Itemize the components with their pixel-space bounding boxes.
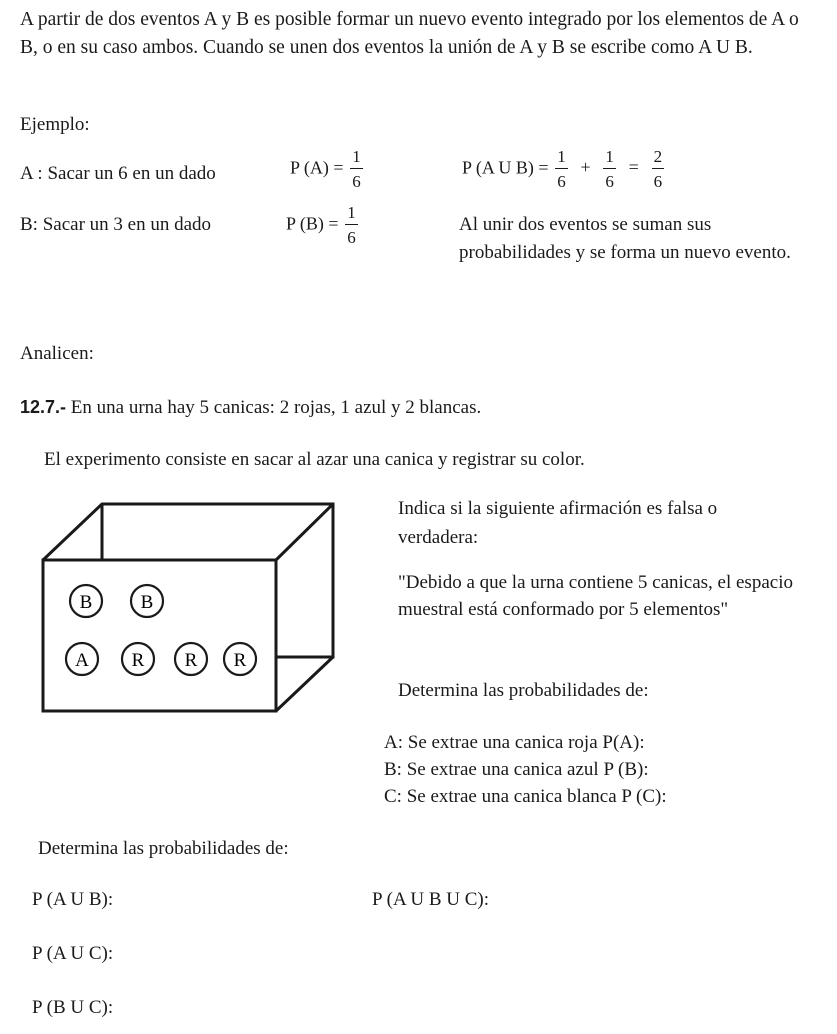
urn-top-right-edge bbox=[276, 504, 333, 560]
fraction-one-sixth: $\frac{1}{6}$ bbox=[352, 147, 361, 191]
sample-space-quote: "Debido a que la urna contiene 5 canicas, el espacio muestral está conformado por 5 elementos" bbox=[398, 572, 793, 620]
fraction-two-sixths: $\frac{2}{6}$ bbox=[653, 147, 663, 191]
event-blue-marble: B: Se extrae una canica azul P (B): bbox=[384, 759, 649, 780]
analyze-heading: Analicen: bbox=[20, 343, 94, 364]
svg-text:R: R bbox=[233, 650, 247, 671]
event-b-text: B: Sacar un 3 en un dado bbox=[20, 214, 212, 235]
union-explanation: Al unir dos eventos se suman sus probabilidades y se forma un nuevo evento. bbox=[459, 214, 791, 263]
pb-label: P (B) = bbox=[286, 213, 339, 234]
marble-b-2 bbox=[131, 585, 163, 617]
second-determine-heading: Determina las probabilidades de: bbox=[38, 838, 289, 859]
example-heading: Ejemplo: bbox=[20, 114, 90, 135]
problem-text: En una urna hay 5 canicas: 2 rojas, 1 azul y 2 blancas. bbox=[70, 397, 482, 418]
union-formula bbox=[462, 148, 666, 190]
marble-b-1 bbox=[70, 585, 102, 617]
union-ac-question: P (A U C): bbox=[32, 943, 114, 964]
fraction-one-sixth: $\frac{1}{6}$ bbox=[347, 203, 356, 247]
urn-illustration bbox=[30, 496, 360, 721]
urn-side-edge bbox=[276, 611, 333, 657]
svg-text:A: A bbox=[75, 650, 89, 671]
determine-probabilities-heading: Determina las probabilidades de: bbox=[398, 680, 649, 701]
marble-a bbox=[66, 643, 98, 675]
intro-paragraph: A partir de dos eventos A y B es posible formar un nuevo evento integrado por los elementos de A o B, o en su caso ambos. Cuando se unen dos eventos la unión de A y B se escribe como A U B. bbox=[20, 9, 799, 58]
marble-r-3 bbox=[224, 643, 256, 675]
fraction-one-sixth: $\frac{1}{6}$ bbox=[605, 147, 614, 191]
union-abc-question: P (A U B U C): bbox=[372, 889, 490, 910]
fraction-one-sixth: $\frac{1}{6}$ bbox=[557, 147, 566, 191]
svg-text:R: R bbox=[131, 650, 145, 671]
union-bc-question: P (B U C): bbox=[32, 997, 114, 1018]
equals-sign: = bbox=[628, 157, 639, 178]
urn-bottom-edge bbox=[276, 657, 333, 711]
probability-a-formula bbox=[290, 148, 365, 190]
problem-number: 12.7.- bbox=[20, 397, 67, 417]
urn-front-face bbox=[43, 560, 276, 711]
union-label: P (A U B) = bbox=[462, 157, 549, 178]
svg-text:R: R bbox=[184, 650, 198, 671]
event-red-marble: A: Se extrae una canica roja P(A): bbox=[384, 732, 645, 753]
pa-label: P (A) = bbox=[290, 157, 344, 178]
marble-r-1 bbox=[122, 643, 154, 675]
event-white-marble: C: Se extrae una canica blanca P (C): bbox=[384, 786, 667, 807]
marble-r-2 bbox=[175, 643, 207, 675]
svg-text:B: B bbox=[140, 592, 154, 613]
plus-sign: + bbox=[580, 157, 591, 178]
event-a-text: A : Sacar un 6 en un dado bbox=[20, 163, 216, 184]
svg-text:B: B bbox=[79, 592, 93, 613]
problem-statement bbox=[20, 396, 481, 420]
true-false-prompt: Indica si la siguiente afirmación es falsa o verdadera: bbox=[398, 498, 718, 548]
union-ab-question: P (A U B): bbox=[32, 889, 114, 910]
probability-b-formula bbox=[286, 204, 360, 246]
experiment-text: El experimento consiste en sacar al azar una canica y registrar su color. bbox=[44, 449, 585, 470]
